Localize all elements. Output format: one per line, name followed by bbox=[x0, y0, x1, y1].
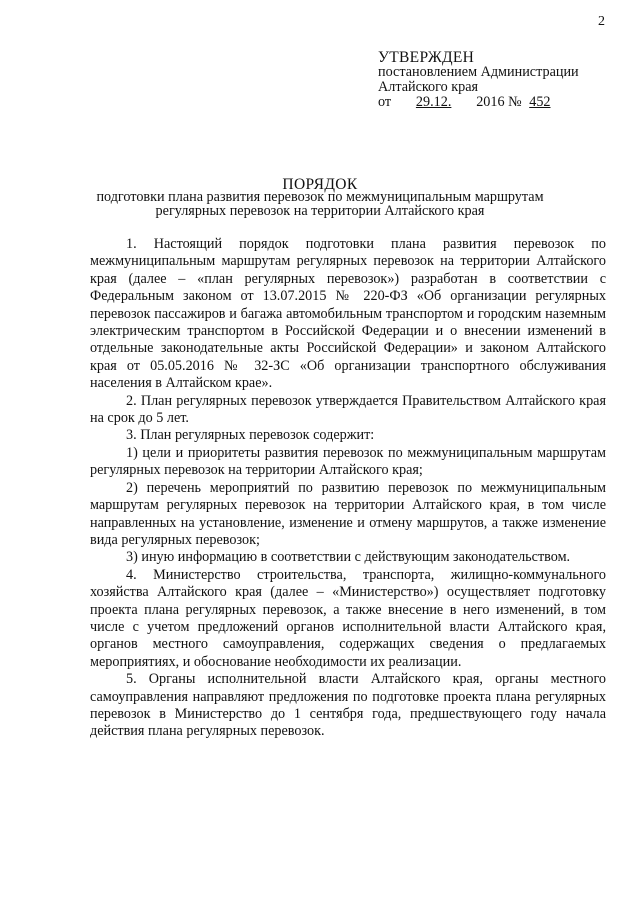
paragraph-4: 4. Министерство строительства, транспорта, жилищно-коммунального хозяйства Алтайского края (далее – «Министерство») осуществляет подготовку проекта плана регулярных перевозок, а также внесение в него изменений, в том числе с учетом предложений органов исполнительной власти Алтайского края, органов местного самоуправления, содержащих сведения о предлагаемых мероприятиях, и обоснование необходимости их реализации. bbox=[90, 566, 606, 670]
paragraph-3-item-1: 1) цели и приоритеты развития перевозок по межмуниципальным маршрутам регулярных перевозок на территории Алтайского края; bbox=[90, 444, 606, 479]
document-body bbox=[90, 236, 606, 741]
paragraph-3-item-2: 2) перечень мероприятий по развитию перевозок по межмуниципальным маршрутам регулярных перевозок на территории Алтайского края, в том числе направленных на установление, изменение и отмену маршрутов, а также изменение вида регулярных перевозок; bbox=[90, 479, 606, 548]
paragraph-3: 3. План регулярных перевозок содержит: bbox=[126, 427, 375, 444]
paragraph-2: 2. План регулярных перевозок утверждается Правительством Алтайского края на срок до 5 лет. bbox=[90, 392, 606, 427]
year-suffix: 2016 № bbox=[476, 94, 522, 110]
approval-line-2: Алтайского края bbox=[378, 79, 479, 95]
approval-line-1: постановлением Администрации bbox=[378, 64, 579, 80]
date-prefix: от bbox=[378, 94, 392, 110]
approval-heading: УТВЕРЖДЕН bbox=[378, 49, 475, 66]
paragraph-5: 5. Органы исполнительной власти Алтайского края, органы местного самоуправления направляют предложения по подготовке проекта плана регулярных перевозок в Министерство до 1 сентября года, предшествующего году начала действия плана регулярных перевозок. bbox=[90, 671, 606, 740]
approval-number: 452 bbox=[529, 94, 551, 110]
approval-date: 29.12. bbox=[415, 94, 452, 110]
approval-stamp bbox=[378, 50, 591, 110]
approval-date-line bbox=[378, 95, 591, 110]
page-number: 2 bbox=[598, 14, 605, 29]
paragraph-1: 1. Настоящий порядок подготовки плана развития перевозок по межмуниципальным маршрутам регулярных перевозок на территории Алтайского края (далее – «план регулярных перевозок») разработан в соответствии с Федеральным законом от 13.07.2015 № 220-ФЗ «Об организации регулярных перевозок пассажиров и багажа автомобильным транспортом и городским наземным электрическим транспортом в Российской Федерации и о внесении изменений в отдельные законодательные акты Российской Федерации» и законом Алтайского края от 05.05.2016 № 32-ЗС «Об организации транспортного обслуживания населения в Алтайском крае». bbox=[90, 236, 606, 392]
document-title: ПОРЯДОК bbox=[282, 176, 358, 193]
document-subtitle: подготовки плана развития перевозок по межмуниципальным маршрутам регулярных перевозок на территории Алтайского края bbox=[96, 189, 544, 219]
paragraph-3-item-3: 3) иную информацию в соответствии с действующим законодательством. bbox=[126, 549, 571, 566]
